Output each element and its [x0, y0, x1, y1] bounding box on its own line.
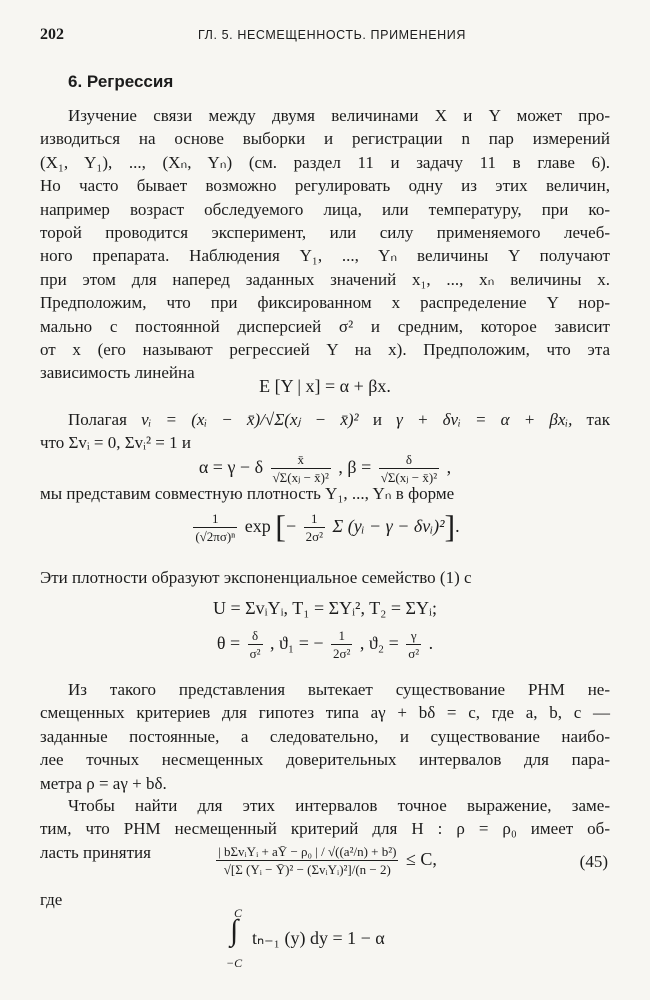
- text-line: Чтобы найти для этих интервалов точное выражение, заме-: [68, 796, 610, 815]
- text-line: что Σvᵢ = 0, Σvᵢ² = 1 и: [40, 433, 191, 453]
- text-fragment: и: [372, 410, 382, 429]
- paragraph-joint-density: [40, 482, 610, 505]
- equation-term: , ϑ₂ =: [359, 633, 399, 654]
- equation-term: .: [455, 516, 460, 536]
- equation-term: , β =: [338, 457, 372, 478]
- equation-term: θ =: [216, 633, 241, 654]
- fraction-numerator: x̄: [271, 452, 331, 469]
- equation-45: [0, 844, 650, 878]
- fraction-denominator: (√2πσ)ⁿ: [195, 528, 236, 544]
- text-line: Изучение связи между двумя величинами X и Y может про-: [68, 106, 610, 125]
- text-fragment: Полагая: [68, 410, 127, 429]
- word-where: [40, 888, 610, 911]
- fraction-denominator: σ²: [249, 646, 261, 661]
- fraction-numerator: γ: [406, 628, 421, 645]
- fraction-numerator: | bΣvᵢYᵢ + aȲ − ρ₀ | / √((a²/n) + b²): [218, 844, 397, 859]
- integral-lower-limit: −C: [226, 956, 243, 970]
- text-line: лее точных несмещенных доверительных интервалов для пара-: [40, 750, 610, 770]
- fraction: [379, 452, 439, 486]
- section-title: 6. Регрессия: [68, 72, 174, 91]
- page-header: [40, 26, 610, 48]
- fraction: [304, 511, 325, 545]
- fraction-numerator: 1: [331, 628, 352, 645]
- equation-term: ≤ C,: [405, 849, 437, 870]
- paragraph-exponential-family: [40, 566, 610, 589]
- equation-alpha-beta: [0, 452, 650, 486]
- fraction: [193, 511, 237, 545]
- integral-upper-limit: C: [234, 906, 243, 920]
- fraction-denominator: √Σ(xⱼ − x̄)²: [272, 470, 329, 485]
- text-line: Из такого представления вытекает существование РНМ не-: [68, 680, 610, 699]
- text-line: смещенных критериев для гипотез типа aγ + bδ = c, где a, b, c —: [40, 703, 610, 723]
- equation-integral: [226, 906, 432, 982]
- minus-sign: −: [285, 516, 297, 536]
- equation-regression: E [Y | x] = α + βx.: [259, 376, 391, 396]
- formula-gamma-delta: γ + δvᵢ = α + βxᵢ,: [396, 410, 573, 429]
- integral-sign: ∫: [230, 914, 239, 947]
- text-line: Предположим, что при фиксированном x распределение Y нор-: [40, 293, 610, 313]
- equation-term: α = γ − δ: [198, 457, 264, 478]
- text-line: зависимость линейна: [40, 363, 195, 383]
- equation-term: ,: [446, 457, 452, 478]
- text-line: (X₁, Y₁), ..., (Xₙ, Yₙ) (см. раздел 11 и задачу 11 в главе 6).: [40, 152, 610, 172]
- text-line: ласть принятия: [40, 842, 151, 862]
- text-line: торой проводится эксперимент, или силу применяемого лечеб-: [40, 222, 610, 242]
- fraction-denominator: 2σ²: [305, 528, 323, 544]
- integral-body: tₙ₋₁ (y) dy = 1 − α: [252, 928, 385, 948]
- text-fragment: так: [586, 410, 610, 429]
- equation-number: (45): [579, 852, 608, 871]
- fraction-denominator: √[Σ (Yᵢ − Ȳ)² − (ΣvᵢYᵢ)²]/(n − 2): [223, 862, 391, 877]
- text-line: ного препарата. Наблюдения Y₁, ..., Yₙ величины Y получают: [40, 246, 610, 266]
- equation-term: , ϑ₁ = −: [270, 633, 324, 654]
- equation-density: [0, 508, 650, 545]
- page-number: 202: [40, 26, 64, 43]
- fraction-numerator: δ: [248, 628, 263, 645]
- equation-statistics: U = ΣvᵢYᵢ, T₁ = ΣYᵢ², T₂ = ΣYᵢ;: [213, 598, 437, 618]
- fraction: [216, 844, 398, 878]
- running-title: ГЛ. 5. НЕСМЕЩЕННОСТЬ. ПРИМЕНЕНИЯ: [198, 28, 467, 42]
- fraction-numerator: 1: [304, 511, 325, 528]
- bracket-close: ]: [444, 508, 456, 544]
- equation-term: exp: [244, 516, 271, 536]
- fraction-numerator: 1: [193, 511, 237, 528]
- fraction-denominator: σ²: [408, 646, 420, 661]
- text-line: Эти плотности образуют экспоненциальное семейство (1) с: [40, 568, 472, 587]
- text-line: [40, 408, 610, 431]
- fraction-denominator: 2σ²: [333, 646, 351, 661]
- text-line: изводиться на основе выборки и регистрации n пар измерений: [40, 129, 610, 149]
- bracket-open: [: [275, 508, 286, 544]
- text-line: мально с постоянной дисперсией σ² и средним, которое зависит: [40, 316, 610, 336]
- paragraph-intro: [40, 104, 610, 385]
- fraction: [331, 628, 352, 662]
- text-line: при этом для наперед заданных значений x₁, ..., xₙ величины x.: [40, 269, 610, 289]
- text-line: мы представим совместную плотность Y₁, ..., Yₙ в форме: [40, 484, 455, 503]
- text-line: где: [40, 890, 63, 909]
- equation-term: Σ (yᵢ − γ − δvᵢ)²: [332, 516, 445, 536]
- text-line: например возраст обследуемого лица, или температуру, при ко-: [40, 199, 610, 219]
- fraction-numerator: δ: [379, 452, 439, 469]
- fraction: [406, 628, 421, 662]
- text-line: заданные постоянные, а следовательно, и существование наибо-: [40, 726, 610, 746]
- text-line: Но часто бывает возможно регулировать одну из этих величин,: [40, 176, 610, 196]
- paragraph-ump-tests: [40, 678, 610, 795]
- text-line: тим, что РНМ несмещенный критерий для H : ρ = ρ₀ имеет об-: [40, 819, 610, 839]
- formula-v: vᵢ = (xᵢ − x̄)/√Σ(xⱼ − x̄)²: [141, 410, 359, 429]
- text-line: от x (его называют регрессией Y на x). Предположим, что эта: [40, 339, 610, 359]
- equation-term: .: [428, 633, 434, 654]
- fraction: [248, 628, 263, 662]
- paragraph-substitution: [40, 408, 610, 455]
- text-line: метра ρ = aγ + bδ.: [40, 773, 167, 793]
- fraction-denominator: √Σ(xⱼ − x̄)²: [380, 470, 438, 485]
- fraction: [271, 452, 331, 486]
- equation-theta: [0, 628, 650, 662]
